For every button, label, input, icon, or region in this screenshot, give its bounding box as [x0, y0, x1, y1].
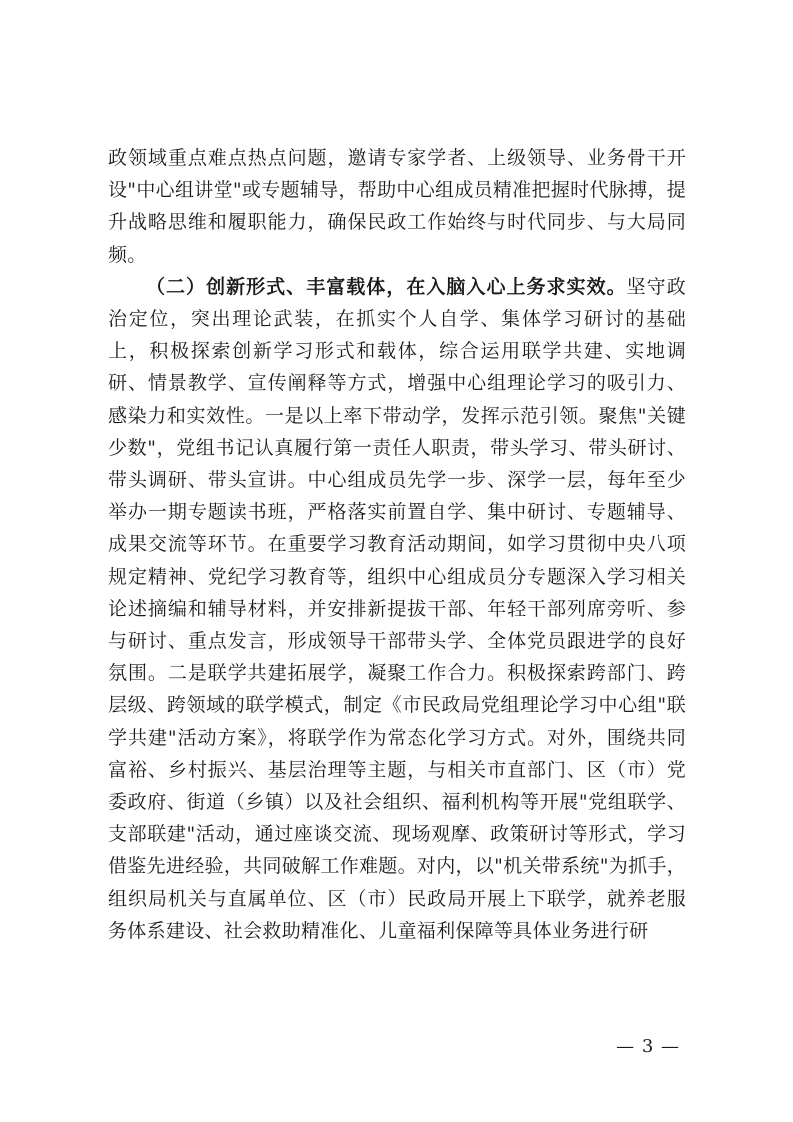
section-body: 坚守政治定位，突出理论武装，在抓实个人自学、集体学习研讨的基础上，积极探索创新学习形式和载体，综合运用联学共建、实地调研、情景教学、宣传阐释等方式，增强中心组理论学习的吸引力、感染力和实效性。一是以上率下带动学，发挥示范引领。聚焦"关键少数"，党组书记认真履行第一责任人职责，带头学习、带头研讨、带头调研、带头宣讲。中心组成员先学一步、深学一层，每年至少举办一期专题读书班，严格落实前置自学、集中研讨、专题辅导、成果交流等环节。在重要学习教育活动期间，如学习贯彻中央八项规定精神、党纪学习教育等，组织中心组成员分专题深入学习相关论述摘编和辅导材料，并安排新提拔干部、年轻干部列席旁听、参与研讨、重点发言，形成领导干部带头学、全体党员跟进学的良好氛围。二是联学共建拓展学，凝聚工作合力。积极探索跨部门、跨层级、跨领域的联学模式，制定《市民政局党组理论学习中心组"联学共建"活动方案》，将联学作为常态化学习方式。对外，围绕共同富裕、乡村振兴、基层治理等主题，与相关市直部门、区（市）党委政府、街道（乡镇）以及社会组织、福利机构等开展"党组联学、支部联建"活动，通过座谈交流、现场观摩、政策研讨等形式，学习借鉴先进经验，共同破解工作难题。对内，以"机关带系统"为抓手，组织局机关与直属单位、区（市）民政局开展上下联学，就养老服务体系建设、社会救助精准化、儿童福利保障等具体业务进行研: [108, 275, 686, 942]
paragraph-section-two: [108, 271, 686, 947]
paragraph-continued: 政领域重点难点热点问题，邀请专家学者、上级领导、业务骨干开设"中心组讲堂"或专题辅导，帮助中心组成员精准把握时代脉搏，提升战略思维和履职能力，确保民政工作始终与时代同步、与大局同频。: [108, 147, 686, 266]
page-number: — 3 —: [616, 1036, 680, 1057]
section-heading-inline: （二）创新形式、丰富载体，在入脑入心上务求实效。: [146, 275, 627, 298]
body-text: [108, 142, 686, 947]
